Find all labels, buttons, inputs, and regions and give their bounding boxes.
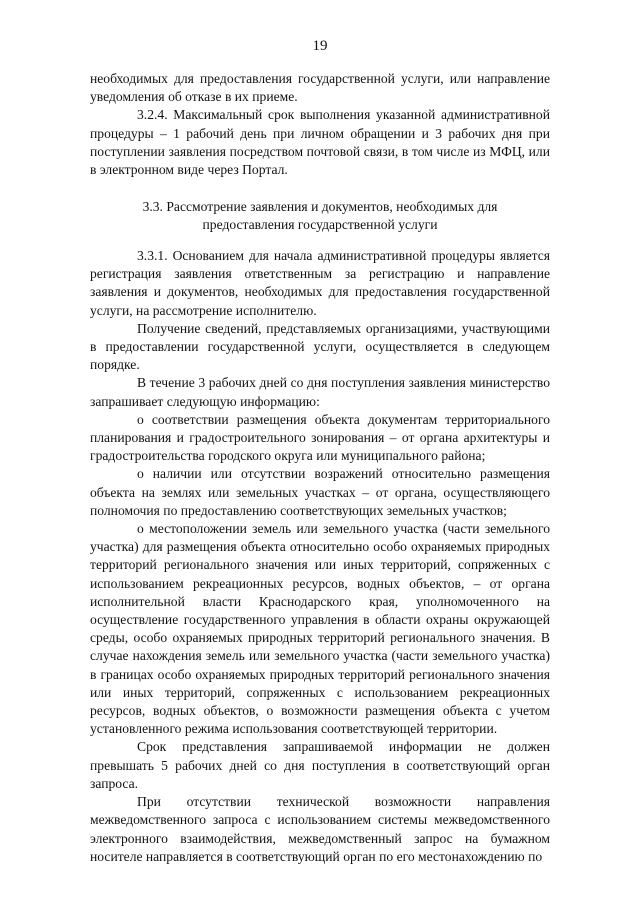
paragraph-obtaining-info: Получение сведений, представляемых организациями, участвующими в предоставлении государственной услуги, осуществляется в следующем порядке.: [90, 320, 550, 373]
paragraph-no-technical-possibility: При отсутствии технической возможности направления межведомственного запроса с использованием системы межведомственного электронного взаимодействия, межведомственный запрос на бумажном носителе направляется в соответствующий орган по его местонахождению по: [90, 794, 550, 864]
page-number: 19: [312, 38, 328, 54]
paragraph-continuation: необходимых для предоставления государственной услуги, или направление уведомления об отказе в их приеме.: [90, 71, 550, 105]
top-text-block: [90, 70, 550, 179]
body-text-block: [90, 247, 550, 866]
paragraph-item-location: о местоположении земель или земельного участка (части земельного участка) для размещения объекта относительно особо охраняемых природных территорий регионального значения или иных территорий, сопряженных с использованием рекреационных ресурсов, водных объектов, – от органа исполнительной власти Краснодарского края, уполномоченного на осуществление государственного управления в области охраны окружающей среды, особо охраняемых природных территорий регионального значения. В случае нахождения земель или земельного участка (части земельного участка) в границах особо охраняемых природных территорий регионального значения или иных территорий, сопряженных с использованием рекреационных ресурсов, водных объектов, о возможности размещения объекта с учетом установленного режима использования соответствующей территории.: [90, 521, 550, 737]
paragraph-3-days-request: В течение 3 рабочих дней со дня поступления заявления министерство запрашивает следующую информацию:: [90, 375, 550, 409]
paragraph-3-3-1: 3.3.1. Основанием для начала административной процедуры является регистрация заявления ответственным за регистрацию и направление заявления и документов, необходимых для предоставления государственной услуги, на рассмотрение исполнителю.: [90, 248, 550, 318]
section-heading: [90, 198, 550, 234]
section-heading-line-1: 3.3. Рассмотрение заявления и документов, необходимых для: [142, 199, 498, 214]
paragraph-item-objections: о наличии или отсутствии возражений относительно размещения объекта на землях или земельных участках – от органа, осуществляющего полномочия по предоставлению соответствующих земельных участков;: [90, 466, 550, 518]
paragraph-3-2-4: 3.2.4. Максимальный срок выполнения указанной административной процедуры – 1 рабочий день при личном обращении и 3 рабочих дня при поступлении заявления посредством почтовой связи, в том числе из МФЦ, или в электронном виде через Портал.: [90, 107, 550, 178]
paragraph-item-planning: о соответствии размещения объекта документам территориального планирования и градостроительного зонирования – от органа архитектуры и градостроительства городского округа или муниципального района;: [90, 411, 550, 464]
paragraph-deadline: Срок представления запрашиваемой информации не должен превышать 5 рабочих дней со дня поступления в соответствующий орган запроса.: [90, 739, 550, 791]
section-heading-line-2: предоставления государственной услуги: [202, 217, 438, 233]
